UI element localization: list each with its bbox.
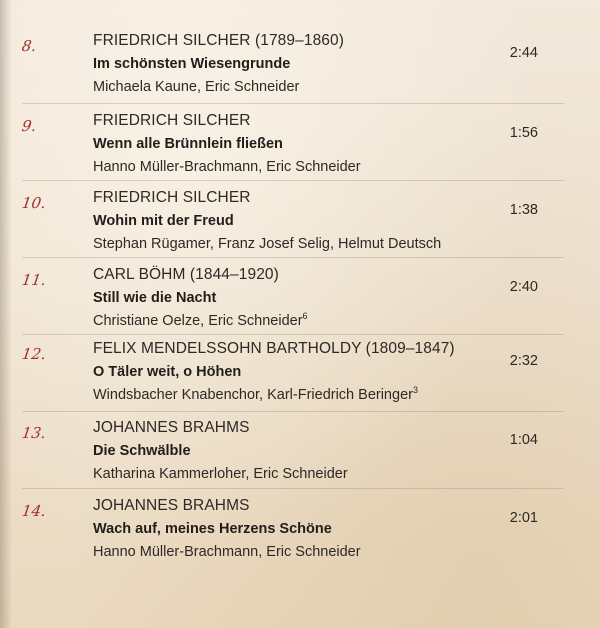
track-13	[0, 412, 600, 490]
track-14	[0, 490, 600, 568]
song-title: Wach auf, meines Herzens Schöne	[93, 521, 332, 537]
track-11	[0, 259, 600, 337]
track-number: 11.	[20, 271, 48, 289]
track-12	[0, 333, 600, 411]
divider	[22, 180, 564, 181]
duration: 1:38	[509, 202, 538, 218]
composer: FRIEDRICH SILCHER	[93, 112, 251, 129]
song-title: Im schönsten Wiesengrunde	[93, 56, 291, 72]
composer: JOHANNES BRAHMS	[93, 497, 250, 514]
divider	[22, 488, 564, 489]
track-10	[0, 182, 600, 260]
track-number: 12.	[20, 345, 48, 363]
track-number: 8.	[20, 37, 38, 55]
footnote-marker: 3	[412, 385, 418, 396]
composer: FRIEDRICH SILCHER (1789–1860)	[93, 32, 344, 49]
composer: FRIEDRICH SILCHER	[93, 189, 251, 206]
track-number: 9.	[20, 117, 38, 135]
song-title: Wohin mit der Freud	[93, 213, 234, 229]
song-title: Wenn alle Brünnlein fließen	[93, 136, 283, 152]
duration: 2:44	[509, 45, 538, 61]
track-9	[0, 105, 600, 183]
composer: FELIX MENDELSSOHN BARTHOLDY (1809–1847)	[93, 340, 455, 357]
duration: 1:56	[509, 125, 538, 141]
performers	[93, 466, 348, 482]
divider	[22, 257, 564, 258]
track-number: 10.	[20, 194, 48, 212]
performers	[93, 159, 361, 175]
duration: 1:04	[509, 432, 538, 448]
duration: 2:40	[509, 279, 538, 295]
track-number: 14.	[20, 502, 48, 520]
footnote-marker: 6	[302, 311, 308, 322]
duration: 2:32	[509, 353, 538, 369]
duration: 2:01	[509, 510, 538, 526]
track-number: 13.	[20, 424, 48, 442]
performers	[93, 313, 308, 329]
performers	[93, 387, 418, 403]
divider	[22, 103, 564, 104]
performers-text: Stephan Rügamer, Franz Josef Selig, Helmut Deutsch	[93, 236, 442, 252]
performers-text: Christiane Oelze, Eric Schneider	[93, 313, 303, 329]
song-title: Still wie die Nacht	[93, 290, 217, 306]
performers-text: Katharina Kammerloher, Eric Schneider	[93, 466, 348, 482]
song-title: O Täler weit, o Höhen	[93, 364, 242, 380]
performers-text: Hanno Müller-Brachmann, Eric Schneider	[93, 159, 361, 175]
performers	[93, 79, 299, 95]
composer: JOHANNES BRAHMS	[93, 419, 250, 436]
performers-text: Michaela Kaune, Eric Schneider	[93, 79, 300, 95]
performers	[93, 544, 361, 560]
song-title: Die Schwälble	[93, 443, 191, 459]
performers	[93, 236, 441, 252]
performers-text: Windsbacher Knabenchor, Karl-Friedrich Beringer	[93, 387, 413, 403]
performers-text: Hanno Müller-Brachmann, Eric Schneider	[93, 544, 361, 560]
track-8	[0, 25, 600, 103]
composer: CARL BÖHM (1844–1920)	[93, 266, 279, 283]
